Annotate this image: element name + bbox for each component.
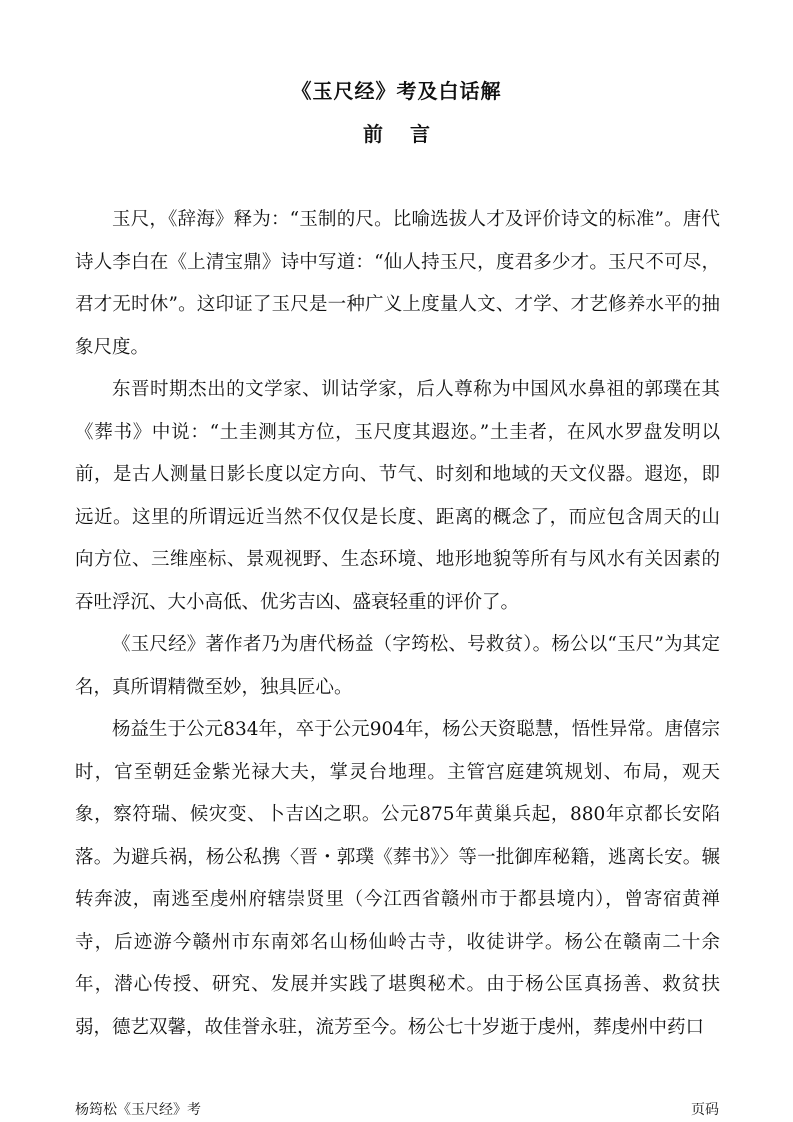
page-number-label: 页码	[691, 1102, 719, 1118]
document-title: 《玉尺经》考及白话解	[291, 79, 502, 103]
section-heading: 前 言	[363, 122, 440, 146]
paragraph: 杨益生于公元834年，卒于公元904年，杨公天资聪慧，悟性异常。唐僖宗时，官至朝廷金紫光禄大夫，掌灵台地理。主管宫庭建筑规划、布局，观天象，察符瑞、候灾变、卜吉凶之职。公元875年黄巢兵起，880年京都长安陷落。为避兵祸，杨公私携〈晋・郭璞《葬书》〉等一批御库秘籍，逃离长安。辗转奔波，南逃至虔州府辖崇贤里（今江西省赣州市于都县境内），曾寄宿黄禅寺，后迹游今赣州市东南郊名山杨仙岭古寺，收徒讲学。杨公在赣南二十余年，潜心传授、研究、发展并实践了堪舆秘术。由于杨公匡真扬善、救贫扶弱，德艺双馨，故佳誉永驻，流芳至今。杨公七十岁逝于虔州，葬虔州中药口	[75, 719, 720, 1038]
paragraph: 《玉尺经》著作者乃为唐代杨益（字筠松、号救贫）。杨公以“玉尺”为其定名，真所谓精微至妙，独具匠心。	[75, 634, 720, 698]
footer-title: 杨筠松《玉尺经》考	[75, 1102, 201, 1118]
body-text	[75, 199, 720, 1049]
paragraph: 玉尺，《辞海》释为：“玉制的尺。比喻选拔人才及评价诗文的标准”。唐代诗人李白在《上清宝鼎》诗中写道：“仙人持玉尺，度君多少才。玉尺不可尽，君才无时休”。这印证了玉尺是一种广义上度量人文、才学、才艺修养水平的抽象尺度。	[75, 209, 720, 358]
paragraph: 东晋时期杰出的文学家、训诂学家，后人尊称为中国风水鼻祖的郭璞在其《葬书》中说：“土圭测其方位，玉尺度其遐迩。”土圭者，在风水罗盘发明以前，是古人测量日影长度以定方向、节气、时刻和地域的天文仪器。遐迩，即远近。这里的所谓远近当然不仅仅是长度、距离的概念了，而应包含周天的山向方位、三维座标、景观视野、生态环境、地形地貌等所有与风水有关因素的吞吐浮沉、大小高低、优劣吉凶、盛衰轻重的评价了。	[75, 379, 720, 613]
